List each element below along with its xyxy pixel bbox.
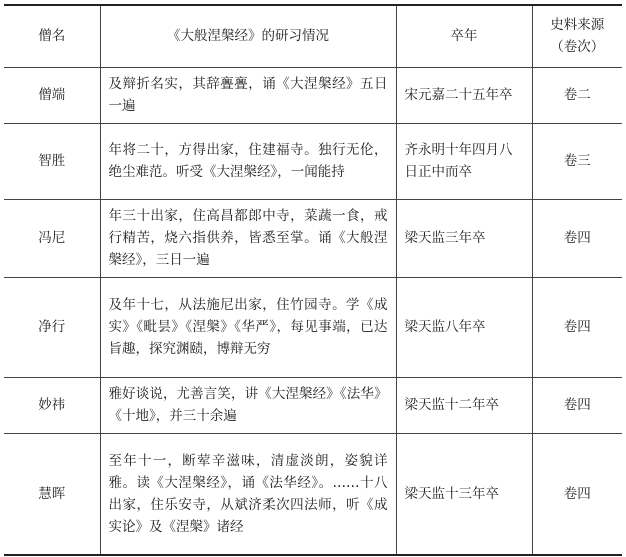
cell-death-year: 梁天监八年卒	[396, 277, 532, 377]
cell-monk-name: 慧晖	[4, 433, 100, 555]
cell-monk-name: 僧端	[4, 67, 100, 123]
cell-study-status: 至年十一，断荤辛滋味，清虚淡朗，姿貌详雅。读《大涅槃经》，诵《法华经》。……十八出家，住乐安寺，从斌济柔次四法师，听《成实论》及《涅槃》诸经	[100, 433, 396, 555]
table-row	[4, 199, 622, 277]
cell-source: 卷三	[532, 123, 622, 199]
header-row	[4, 5, 622, 67]
cell-study-status: 及辩折名实，其辞亹亹，诵《大涅槃经》五日一遍	[100, 67, 396, 123]
cell-death-year: 宋元嘉二十五年卒	[396, 67, 532, 123]
table-header	[4, 5, 622, 67]
header-study-status: 《大般涅槃经》的研习情况	[100, 5, 396, 67]
cell-study-status: 雅好谈说，尤善言笑，讲《大涅槃经》《法华》《十地》，并三十余遍	[100, 377, 396, 433]
cell-death-year: 梁天监十二年卒	[396, 377, 532, 433]
cell-source: 卷四	[532, 199, 622, 277]
cell-death-year: 齐永明十年四月八日正中而卒	[396, 123, 532, 199]
header-source	[532, 5, 622, 67]
table-body	[4, 67, 622, 555]
table-row	[4, 123, 622, 199]
monk-study-table	[4, 4, 622, 556]
header-monk-name: 僧名	[4, 5, 100, 67]
cell-study-status: 年将二十，方得出家，住建福寺。独行无伦，绝尘难范。听受《大涅槃经》，一闻能持	[100, 123, 396, 199]
cell-study-status: 及年十七，从法施尼出家，住竹园寺。学《成实》《毗昙》《涅槃》《华严》，每见事端，已达旨趣，探究渊赜，博辩无穷	[100, 277, 396, 377]
cell-death-year: 梁天监十三年卒	[396, 433, 532, 555]
cell-source: 卷四	[532, 377, 622, 433]
table-row	[4, 277, 622, 377]
cell-monk-name: 冯尼	[4, 199, 100, 277]
cell-monk-name: 妙祎	[4, 377, 100, 433]
cell-source: 卷四	[532, 433, 622, 555]
cell-source: 卷二	[532, 67, 622, 123]
table-row	[4, 433, 622, 555]
table-row	[4, 377, 622, 433]
cell-source: 卷四	[532, 277, 622, 377]
cell-study-status: 年三十出家，住高昌都郎中寺，菜蔬一食，戒行精苦，烧六指供养，皆悉至掌。诵《大般涅槃经》，三日一遍	[100, 199, 396, 277]
header-death-year: 卒年	[396, 5, 532, 67]
header-source-line2: （卷次）	[550, 39, 605, 56]
header-source-line1: 史料来源	[550, 17, 605, 34]
table-row	[4, 67, 622, 123]
cell-monk-name: 净行	[4, 277, 100, 377]
cell-monk-name: 智胜	[4, 123, 100, 199]
cell-death-year: 梁天监三年卒	[396, 199, 532, 277]
